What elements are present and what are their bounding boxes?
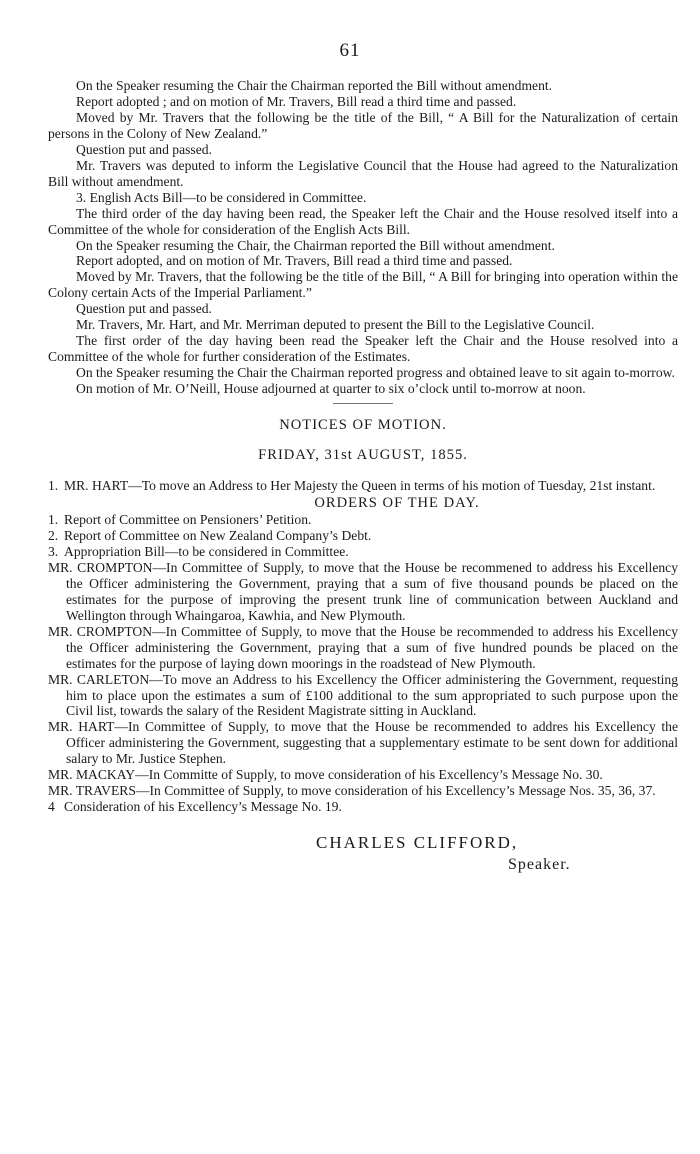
order-item xyxy=(48,544,678,560)
date-heading: FRIDAY, 31st AUGUST, 1855. xyxy=(258,447,468,464)
journal-paragraph: Report adopted, and on motion of Mr. Travers, Bill read a third time and passed. xyxy=(76,253,513,269)
order-number: 1. xyxy=(48,512,59,528)
journal-paragraph: Mr. Travers was deputed to inform the Legislative Council that the House had agreed to the Naturalization Bill without amendment. xyxy=(48,157,678,189)
notice-item xyxy=(48,478,678,494)
motion-item: MR. CROMPTON—In Committee of Supply, to move that the House be recommended to address his Excellency the Officer administering the Government, praying that a sum of five hundred pounds be placed on the estimates for the purpose of laying down moorings in the roadstead of New Plymouth. xyxy=(48,623,678,671)
order-item xyxy=(48,512,678,528)
journal-paragraph: Moved by Mr. Travers that the following be the title of the Bill, “ A Bill for the Naturalization of certain persons in the Colony of New Zealand.” xyxy=(48,109,678,141)
journal-paragraph: 3. English Acts Bill—to be considered in Committee. xyxy=(76,189,367,205)
journal-paragraph: Mr. Travers, Mr. Hart, and Mr. Merriman deputed to present the Bill to the Legislative Council. xyxy=(76,317,595,333)
section-divider xyxy=(333,403,393,404)
order-item xyxy=(48,528,678,544)
signature-name: CHARLES CLIFFORD, xyxy=(316,833,519,853)
journal-paragraph: Question put and passed. xyxy=(76,141,212,157)
motion-item: MR. CARLETON—To move an Address to his Excellency the Officer administering the Government, requesting him to place upon the estimates a sum of £100 additional to the sum appropriated to such purpose upon the Civil list, towards the salary of the Resident Magistrate sitting in Auckland. xyxy=(48,671,678,719)
signature-role: Speaker. xyxy=(508,856,571,874)
signature-block xyxy=(48,835,678,885)
order-item xyxy=(48,799,678,815)
page-number: 61 xyxy=(339,40,361,61)
journal-paragraph: On motion of Mr. O’Neill, House adjourned at quarter to six o’clock until to-morrow at noon. xyxy=(76,381,586,397)
motion-item: MR. TRAVERS—In Committee of Supply, to move consideration of his Excellency’s Message Nos. 35, 36, 37. xyxy=(48,783,656,799)
journal-paragraph: Question put and passed. xyxy=(76,301,212,317)
order-text: Consideration of his Excellency’s Message No. 19. xyxy=(64,799,342,815)
journal-paragraph: On the Speaker resuming the Chair the Chairman reported progress and obtained leave to sit again to-morrow. xyxy=(76,365,675,381)
motion-item: MR. HART—In Committee of Supply, to move that the House be recommended to addres his Excellency the Officer administering the Government, suggesting that a supplementary estimate to be sent down for additional salary to Mr. Justice Stephen. xyxy=(48,719,678,767)
journal-paragraph: The third order of the day having been read, the Speaker left the Chair and the House resolved itself into a Committee of the whole for consideration of the English Acts Bill. xyxy=(48,205,678,237)
notice-number: 1. xyxy=(48,478,59,494)
journal-body xyxy=(48,78,678,885)
notice-text: MR. HART—To move an Address to Her Majesty the Queen in terms of his motion of Tuesday, 21st instant. xyxy=(64,478,656,494)
journal-paragraph: On the Speaker resuming the Chair, the Chairman reported the Bill without amendment. xyxy=(76,237,555,253)
order-text: Appropriation Bill—to be considered in Committee. xyxy=(64,543,349,559)
order-number: 4 xyxy=(48,799,55,815)
order-number: 2. xyxy=(48,527,59,543)
notices-heading: NOTICES OF MOTION. xyxy=(279,417,447,434)
order-number: 3. xyxy=(48,543,59,559)
journal-paragraph: Report adopted ; and on motion of Mr. Travers, Bill read a third time and passed. xyxy=(76,93,517,109)
orders-heading: ORDERS OF THE DAY. xyxy=(314,495,480,512)
order-text: Report of Committee on Pensioners’ Petition. xyxy=(64,512,312,528)
journal-paragraph: Moved by Mr. Travers, that the following be the title of the Bill, “ A Bill for bringing into operation within the Colony certain Acts of the Imperial Parliament.” xyxy=(48,269,678,301)
motion-item: MR. CROMPTON—In Committee of Supply, to move that the House be recommened to address his Excellency the Officer administering the Government, praying that a sum of five thousand pounds be placed on the estimates for the purpose of improving the present trunk line of communication between Auckland and Wellington through Whaingaroa, Kawhia, and New Plymouth. xyxy=(48,559,678,623)
journal-paragraph: The first order of the day having been read the Speaker left the Chair and the House resolved into a Committee of the whole for further consideration of the Estimates. xyxy=(48,333,678,365)
journal-paragraph: On the Speaker resuming the Chair the Chairman reported the Bill without amendment. xyxy=(76,78,553,93)
order-text: Report of Committee on New Zealand Company’s Debt. xyxy=(64,527,372,543)
motion-item: MR. MACKAY—In Committe of Supply, to move consideration of his Excellency’s Message No. 30. xyxy=(48,767,603,783)
